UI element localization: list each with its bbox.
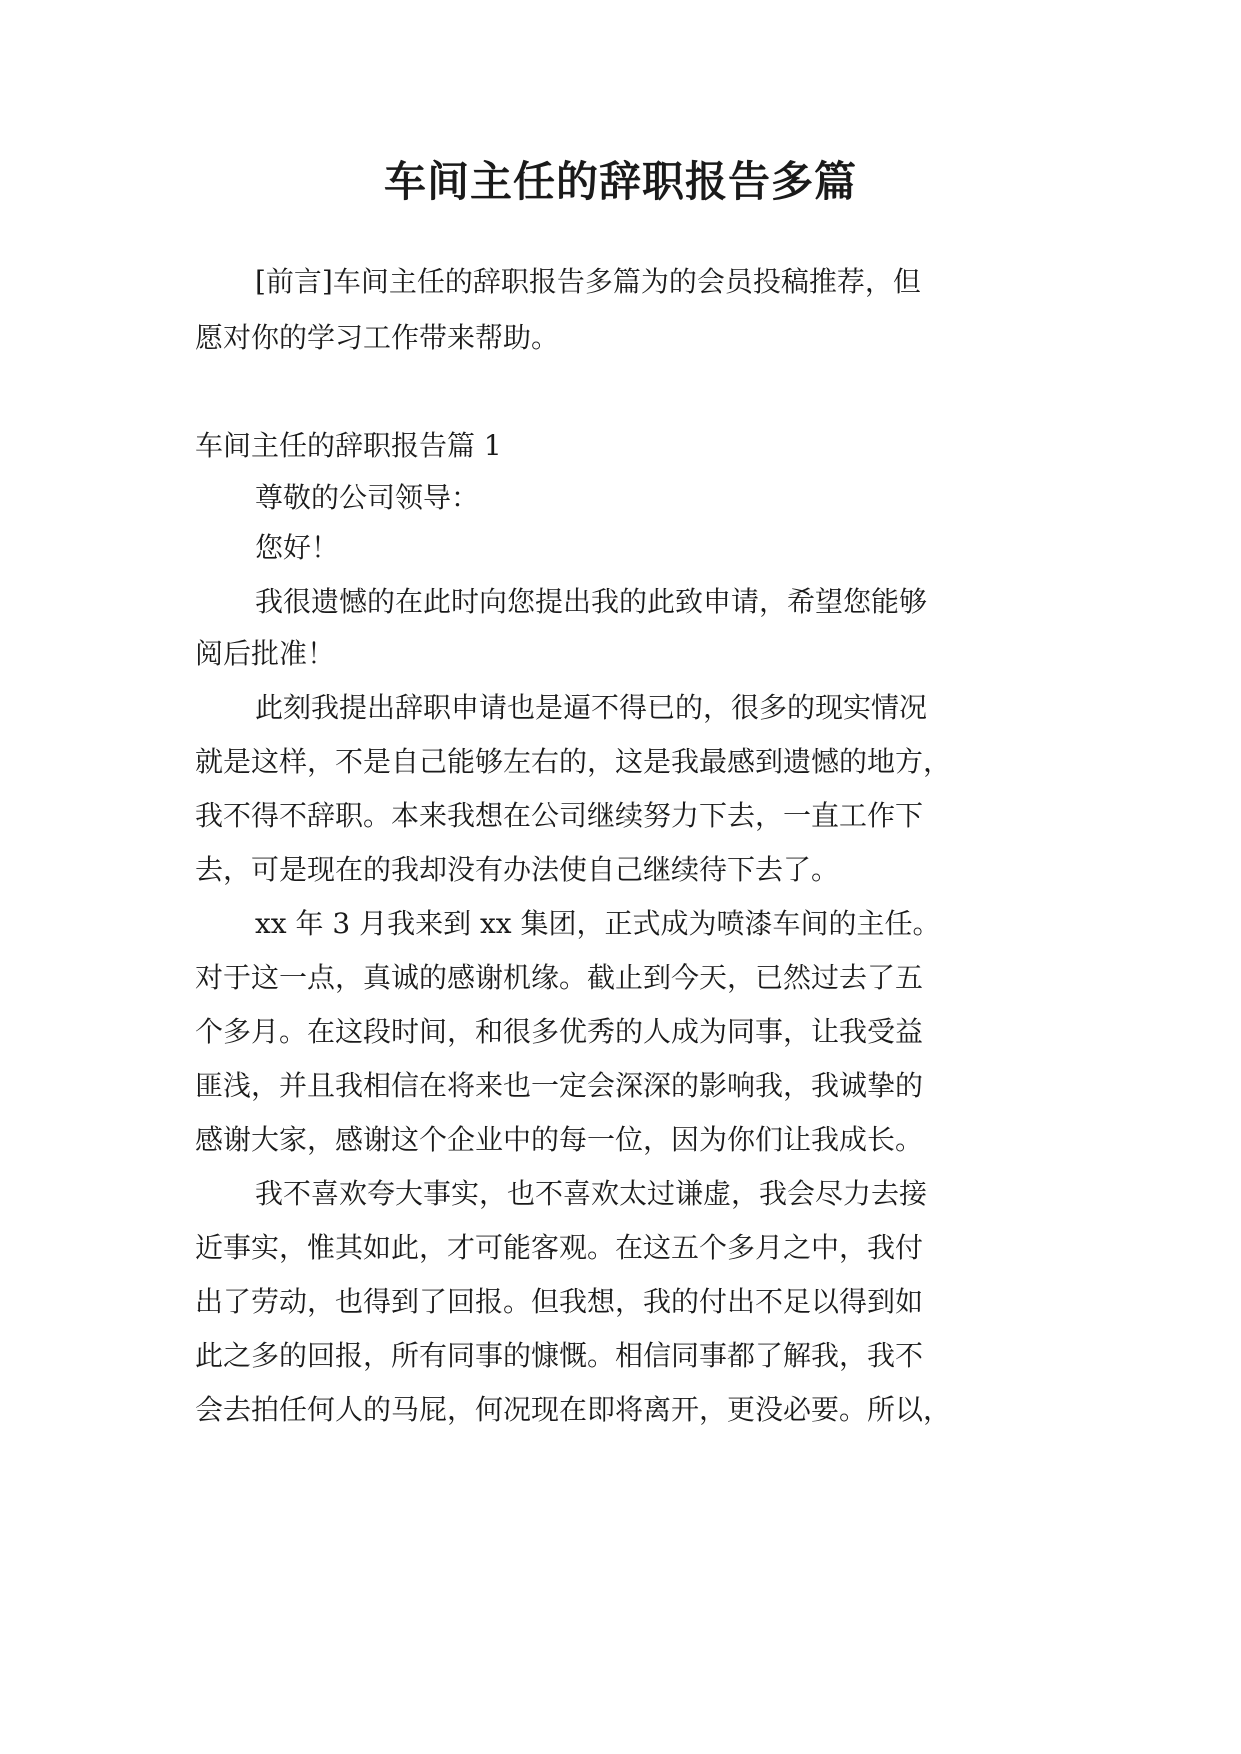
paragraph-line: 个多月。在这段时间，和很多优秀的人成为同事，让我受益	[195, 1015, 924, 1048]
paragraph-line: 此之多的回报，所有同事的慷慨。相信同事都了解我，我不	[195, 1339, 924, 1372]
paragraph-line: 我不喜欢夸大事实，也不喜欢太过谦虚，我会尽力去接	[255, 1177, 928, 1210]
paragraph-line: xx 年 3 月我来到 xx 集团，正式成为喷漆车间的主任。	[255, 907, 941, 940]
paragraph-line: 我很遗憾的在此时向您提出我的此致申请，希望您能够	[255, 585, 928, 618]
paragraph-line: 匪浅，并且我相信在将来也一定会深深的影响我，我诚挚的	[195, 1069, 924, 1102]
paragraph-line: 对于这一点，真诚的感谢机缘。截止到今天，已然过去了五	[195, 961, 924, 994]
paragraph-line: 会去拍任何人的马屁，何况现在即将离开，更没必要。所以，	[195, 1393, 952, 1426]
intro-line: 愿对你的学习工作带来帮助。	[195, 321, 560, 354]
paragraph-line: 近事实，惟其如此，才可能客观。在这五个多月之中，我付	[195, 1231, 924, 1264]
paragraph-line: 就是这样，不是自己能够左右的，这是我最感到遗憾的地方，	[195, 745, 952, 778]
salutation: 尊敬的公司领导：	[255, 481, 480, 514]
section-heading: 车间主任的辞职报告篇 1	[195, 429, 502, 462]
paragraph-line: 去，可是现在的我却没有办法使自己继续待下去了。	[195, 853, 840, 886]
paragraph-line: 此刻我提出辞职申请也是逼不得已的，很多的现实情况	[255, 691, 928, 724]
greeting: 您好！	[255, 531, 340, 564]
document-title: 车间主任的辞职报告多篇	[383, 157, 857, 206]
paragraph-line: 阅后批准！	[195, 637, 336, 670]
intro-line: [前言]车间主任的辞职报告多篇为的会员投稿推荐，但	[255, 265, 921, 298]
paragraph-line: 出了劳动，也得到了回报。但我想，我的付出不足以得到如	[195, 1285, 924, 1318]
paragraph-line: 感谢大家，感谢这个企业中的每一位，因为你们让我成长。	[195, 1123, 924, 1156]
paragraph-line: 我不得不辞职。本来我想在公司继续努力下去，一直工作下	[195, 799, 924, 832]
